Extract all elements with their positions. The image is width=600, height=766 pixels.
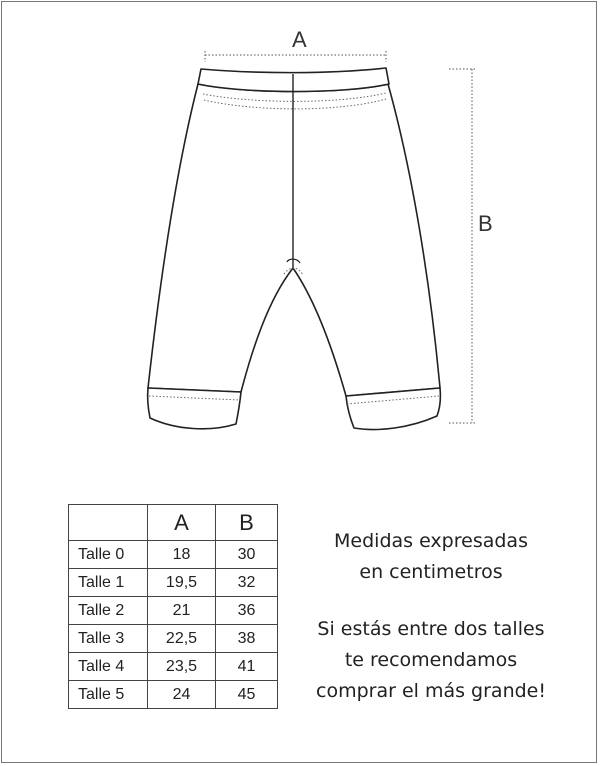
advice-note-line: Si estás entre dos talles	[317, 618, 545, 640]
size-name: Talle 0	[69, 541, 148, 569]
size-a-value: 23,5	[148, 653, 216, 681]
header-empty	[69, 505, 148, 541]
table-row	[69, 597, 278, 625]
table-row	[69, 625, 278, 653]
table-row	[69, 541, 278, 569]
size-table	[68, 504, 278, 709]
header-a: A	[148, 505, 216, 541]
table-row	[69, 653, 278, 681]
dimension-a-guide	[205, 51, 386, 62]
size-a-value: 21	[148, 597, 216, 625]
size-a-value: 22,5	[148, 625, 216, 653]
table-row	[69, 681, 278, 709]
size-a-value: 24	[148, 681, 216, 709]
size-name: Talle 1	[69, 569, 148, 597]
size-name: Talle 3	[69, 625, 148, 653]
size-a-value: 18	[148, 541, 216, 569]
size-b-value: 36	[216, 597, 278, 625]
advice-note-line: te recomendamos	[344, 649, 518, 671]
units-note-line: en centimetros	[359, 561, 503, 583]
dimension-a-label: A	[292, 27, 307, 52]
size-b-value: 45	[216, 681, 278, 709]
advice-note-line: comprar el más grande!	[316, 680, 546, 702]
dimension-b-label: B	[478, 211, 493, 236]
size-name: Talle 2	[69, 597, 148, 625]
pants-outline	[148, 68, 441, 430]
units-note	[300, 526, 562, 588]
size-name: Talle 4	[69, 653, 148, 681]
size-b-value: 41	[216, 653, 278, 681]
size-b-value: 32	[216, 569, 278, 597]
size-table-header-row	[69, 505, 278, 541]
size-name: Talle 5	[69, 681, 148, 709]
units-note-line: Medidas expresadas	[334, 530, 528, 552]
size-a-value: 19,5	[148, 569, 216, 597]
size-b-value: 30	[216, 541, 278, 569]
dimension-b-guide	[449, 69, 476, 423]
header-b: B	[216, 505, 278, 541]
size-advice-note	[300, 614, 562, 707]
table-row	[69, 569, 278, 597]
size-b-value: 38	[216, 625, 278, 653]
